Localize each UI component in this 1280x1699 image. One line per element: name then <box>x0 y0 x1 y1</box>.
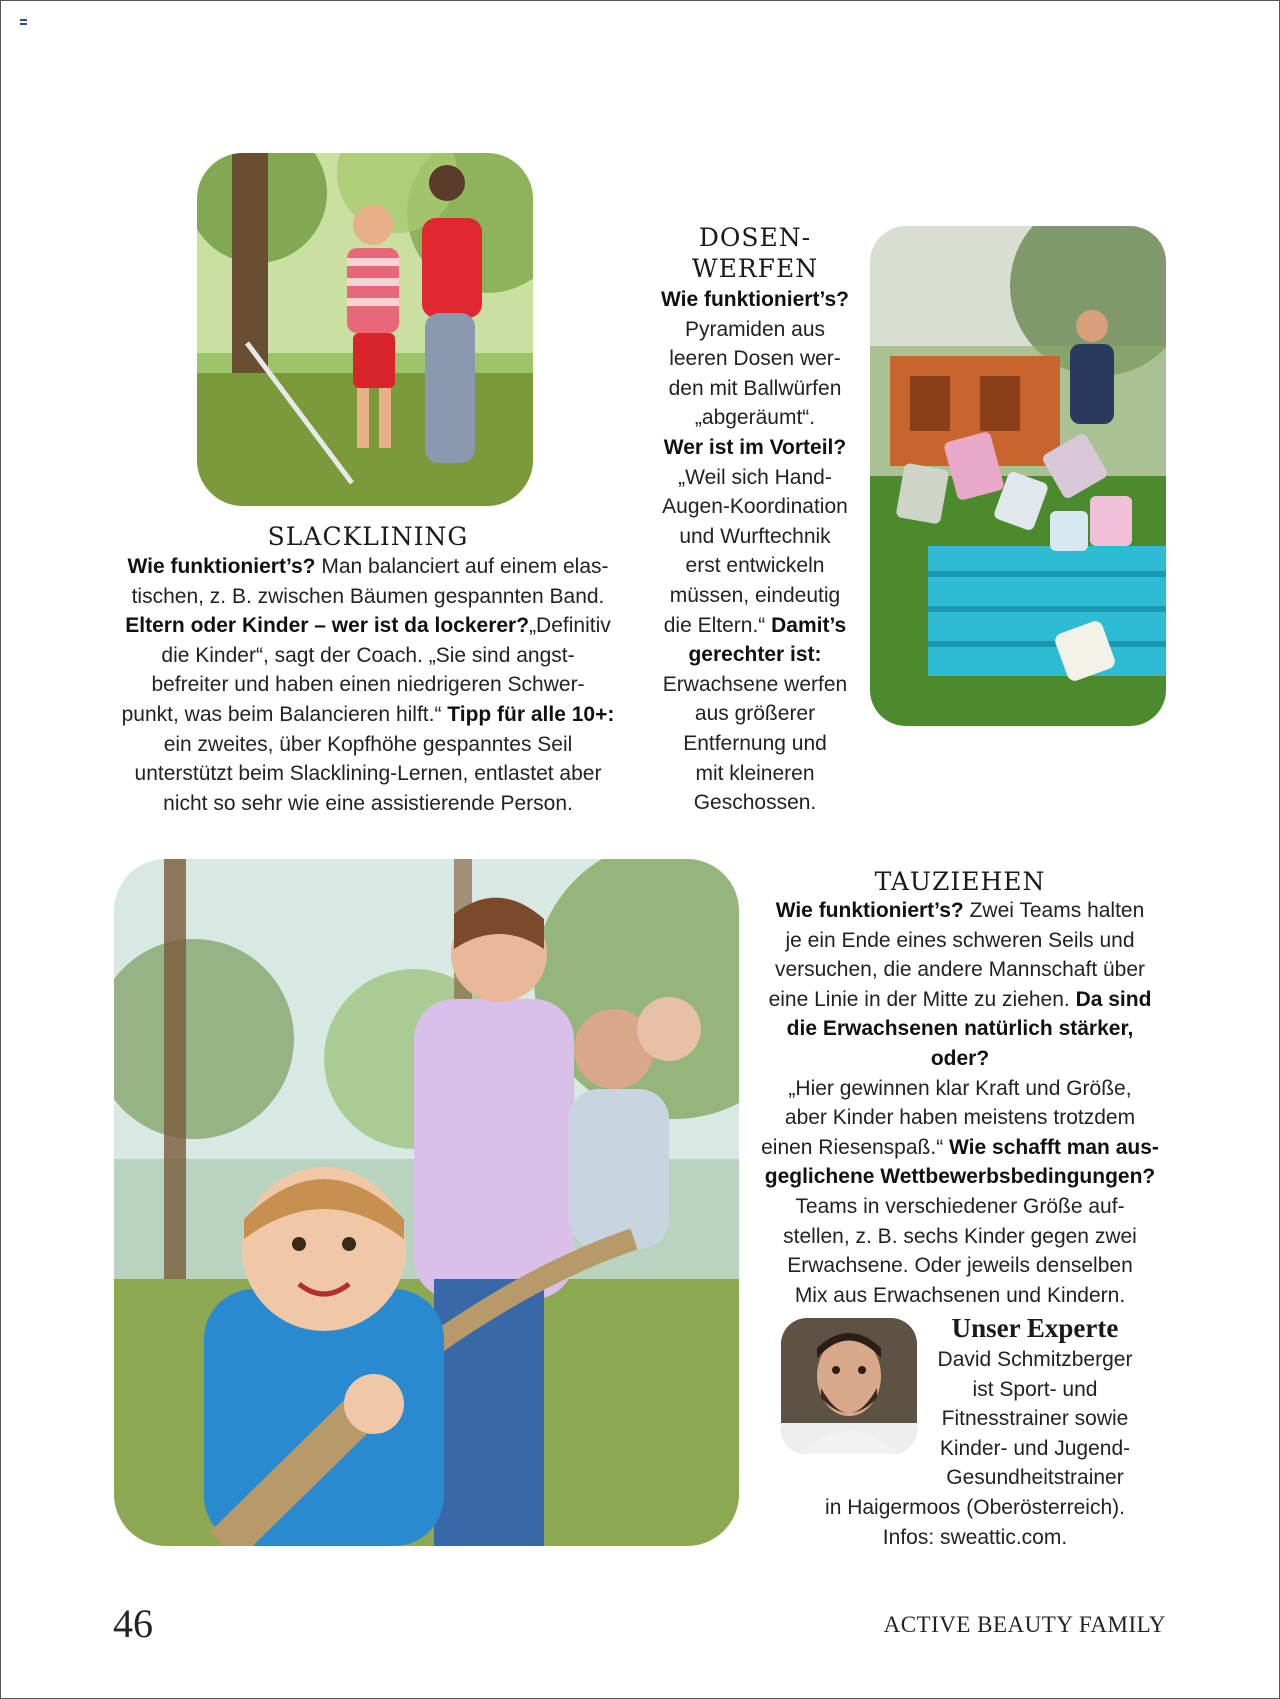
corner-mark-icon <box>20 19 27 26</box>
dosenwerfen-line <box>640 374 870 404</box>
dosenwerfen-line <box>640 522 870 552</box>
slacklining-line <box>96 670 640 700</box>
tauziehen-line <box>755 1251 1165 1281</box>
expert-title: Unser Experte <box>951 1313 1119 1343</box>
slacklining-text-run: befreiter und haben einen niedrigeren Schwer- <box>151 673 585 697</box>
expert-text-narrow <box>925 1345 1145 1493</box>
tauziehen-bold-run: Da sind <box>1075 987 1152 1011</box>
expert-line: ist Sport- und <box>972 1377 1098 1401</box>
tauziehen-text-run: „Hier gewinnen klar Kraft und Größe, <box>788 1076 1132 1100</box>
dosenwerfen-text-run: und Wurftechnik <box>679 524 831 548</box>
dosenwerfen-line <box>640 640 870 670</box>
tauziehen-line <box>755 1162 1165 1192</box>
slacklining-text-run: unterstützt beim Slacklining-Lernen, entlastet aber <box>134 762 602 786</box>
dosenwerfen-text-run: „abgeräumt“. <box>694 406 816 430</box>
expert-line: in Haigermoos (Oberösterreich). <box>825 1496 1125 1519</box>
tauziehen-text-run: je ein Ende eines schweren Seils und <box>785 928 1135 952</box>
slacklining-bold-run: Tipp für alle 10+: <box>447 702 615 726</box>
dosenwerfen-line <box>640 403 870 433</box>
dosenwerfen-text-run: Entfernung und <box>683 731 827 755</box>
tauziehen-line <box>755 1103 1165 1133</box>
slacklining-line <box>96 730 640 760</box>
slacklining-line <box>96 582 640 612</box>
dosenwerfen-line <box>640 788 870 818</box>
tauziehen-line <box>755 985 1165 1015</box>
slacklining-text-run: punkt, was beim Balancieren hilft.“ <box>121 702 448 726</box>
dosenwerfen-bold-run: gerechter ist: <box>688 643 822 667</box>
slacklining-line <box>96 789 640 819</box>
dosenwerfen-line <box>640 463 870 493</box>
dosenwerfen-line <box>640 285 870 315</box>
slacklining-text-run: „Definitiv <box>529 614 611 638</box>
dosenwerfen-text-run: den mit Ballwürfen <box>668 376 842 400</box>
dosenwerfen-title-line-2: WERFEN <box>691 254 819 283</box>
dosenwerfen-line <box>640 611 870 641</box>
dosenwerfen-photo <box>870 226 1166 726</box>
tauziehen-bold-run: Wie funktioniert’s? <box>775 899 964 922</box>
dosenwerfen-title-line-1: DOSEN- <box>698 223 812 252</box>
slacklining-line <box>96 552 640 582</box>
dosenwerfen-text-run: Geschossen. <box>693 791 817 815</box>
tauziehen-text-run: Mix aus Erwachsenen und Kindern. <box>794 1283 1126 1307</box>
expert-line: David Schmitzberger <box>937 1348 1133 1371</box>
tauziehen-bold-run: Wie schafft man aus- <box>949 1135 1159 1159</box>
dosenwerfen-text-run: aus größerer <box>694 702 816 726</box>
magazine-name: ACTIVE BEAUTY FAMILY <box>883 1612 1166 1637</box>
slacklining-text-run: tischen, z. B. zwischen Bäumen gespannten Band. <box>131 584 605 608</box>
dosenwerfen-line <box>640 315 870 345</box>
dosenwerfen-line <box>640 759 870 789</box>
slacklining-bold-run: Eltern oder Kinder – wer ist da lockerer? <box>125 614 530 638</box>
dosenwerfen-line <box>640 699 870 729</box>
slacklining-text <box>96 552 640 818</box>
dosenwerfen-text-run: mit kleineren <box>695 761 815 785</box>
dosenwerfen-text-run: Erwachsene werfen <box>662 672 848 696</box>
tauziehen-text-run: versuchen, die andere Mannschaft über <box>774 958 1146 982</box>
tauziehen-title: TAUZIEHEN <box>874 867 1046 896</box>
tauziehen-line <box>755 1074 1165 1104</box>
expert-line: Infos: sweattic.com. <box>882 1525 1068 1549</box>
slacklining-text-run: ein zweites, über Kopfhöhe gespanntes Seil <box>163 732 573 756</box>
tauziehen-line <box>755 1014 1165 1073</box>
dosenwerfen-line <box>640 581 870 611</box>
expert-photo <box>781 1318 917 1454</box>
dosenwerfen-text <box>640 285 870 818</box>
tauziehen-line <box>755 926 1165 956</box>
tauziehen-bold-run: geglichene Wettbewerbsbedingungen? <box>764 1165 1156 1189</box>
dosenwerfen-line <box>640 551 870 581</box>
dosenwerfen-text-run: Augen-Koordination <box>662 495 848 519</box>
tauziehen-line <box>755 1281 1165 1311</box>
slacklining-text-run: nicht so sehr wie eine assistierende Person. <box>163 791 573 815</box>
tauziehen-text-run: stellen, z. B. sechs Kinder gegen zwei <box>783 1224 1137 1248</box>
slacklining-line <box>96 700 640 730</box>
dosenwerfen-text-run: Pyramiden aus <box>684 317 826 341</box>
tauziehen-line <box>755 1133 1165 1163</box>
dosenwerfen-bold-run: Wer ist im Vorteil? <box>663 435 847 459</box>
dosenwerfen-bold-run: Damit’s <box>771 613 847 637</box>
dosenwerfen-bold-run: Wie funktioniert’s? <box>660 288 850 311</box>
slacklining-text-run: die Kinder“, sagt der Coach. „Sie sind angst- <box>161 643 575 667</box>
dosenwerfen-line <box>640 433 870 463</box>
slacklining-title: SLACKLINING <box>267 522 469 551</box>
tauziehen-line <box>755 896 1165 926</box>
slacklining-text-run: Man balanciert auf einem elas- <box>315 555 609 578</box>
tauziehen-line <box>755 1222 1165 1252</box>
tauziehen-photo <box>114 859 739 1546</box>
dosenwerfen-text-run: die Eltern.“ <box>663 613 772 637</box>
tauziehen-bold-run: die Erwachsenen natürlich stärker, oder? <box>786 1017 1134 1070</box>
dosenwerfen-line <box>640 729 870 759</box>
dosenwerfen-line <box>640 344 870 374</box>
tauziehen-line <box>755 955 1165 985</box>
slacklining-line <box>96 611 640 641</box>
tauziehen-text-run: eine Linie in der Mitte zu ziehen. <box>768 987 1076 1011</box>
slacklining-bold-run: Wie funktioniert’s? <box>127 555 316 578</box>
dosenwerfen-text-run: leeren Dosen wer- <box>669 347 841 371</box>
tauziehen-text <box>755 896 1165 1310</box>
tauziehen-text-run: Teams in verschiedener Größe auf- <box>795 1194 1125 1218</box>
dosenwerfen-line <box>640 492 870 522</box>
page-number: 46 <box>113 1601 153 1646</box>
slacklining-line <box>96 641 640 671</box>
dosenwerfen-text-run: „Weil sich Hand- <box>678 465 832 489</box>
tauziehen-text-run: Zwei Teams halten <box>963 899 1145 922</box>
tauziehen-text-run: Erwachsene. Oder jeweils denselben <box>787 1254 1133 1278</box>
dosenwerfen-text-run: müssen, eindeutig <box>669 583 841 607</box>
tauziehen-line <box>755 1192 1165 1222</box>
slacklining-photo <box>197 153 533 506</box>
expert-line: Gesundheitstrainer <box>946 1466 1124 1490</box>
expert-line: Fitnesstrainer sowie <box>941 1407 1129 1431</box>
expert-line: Kinder- und Jugend- <box>939 1436 1131 1460</box>
dosenwerfen-title <box>640 222 870 284</box>
dosenwerfen-line <box>640 670 870 700</box>
slacklining-line <box>96 759 640 789</box>
expert-text-wide <box>785 1493 1165 1552</box>
tauziehen-text-run: aber Kinder haben meistens trotzdem <box>784 1106 1136 1130</box>
tauziehen-text-run: einen Riesenspaß.“ <box>761 1135 950 1159</box>
dosenwerfen-text-run: erst entwickeln <box>685 554 825 578</box>
